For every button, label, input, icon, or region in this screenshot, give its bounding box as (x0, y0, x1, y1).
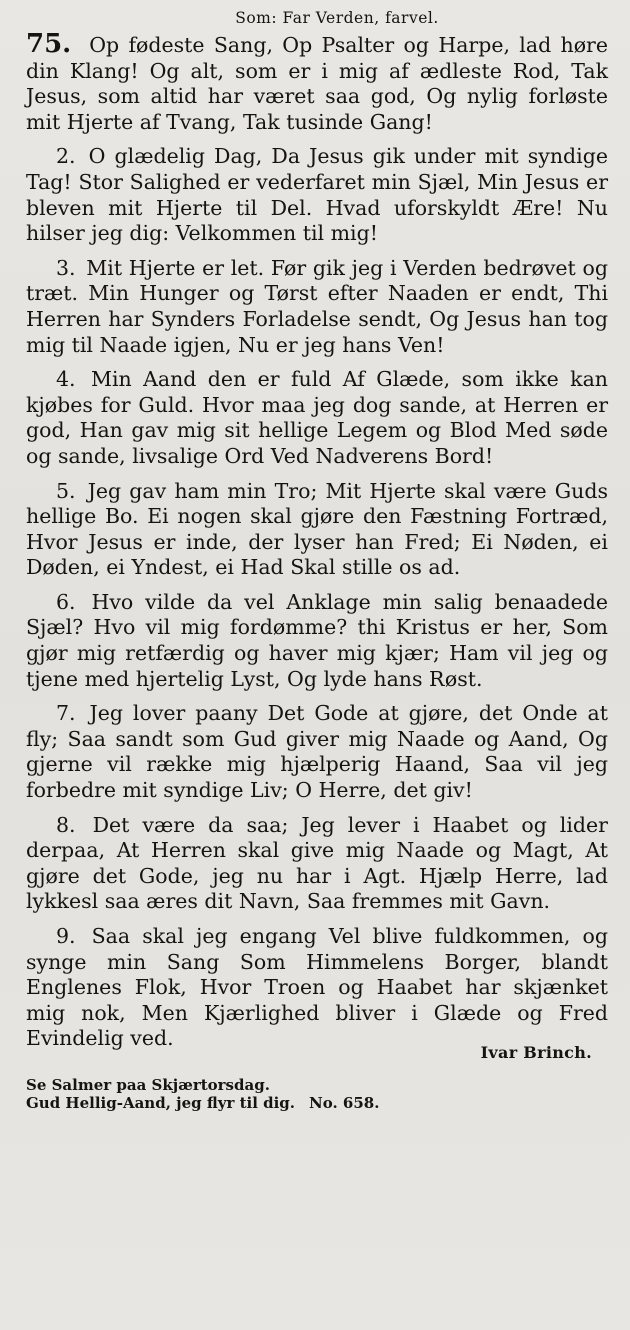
reference-title: Gud Hellig-Aand, jeg flyr til dig. (26, 1093, 296, 1112)
verse-6 (26, 590, 608, 692)
melody-line: Som: Far Verden, farvel. (235, 9, 439, 27)
verse-number: 5. (56, 478, 76, 503)
verse-number: 4. (56, 367, 76, 392)
verse-4 (26, 367, 608, 469)
verse-number: 2. (56, 144, 76, 169)
verse-number: 7. (56, 701, 76, 726)
verse-text: Mit Hjerte er let. Før gik jeg i Verden bedrøvet og træt. Min Hunger og Tørst efter Naaden er endt, Thi Herren har Synders Forladelse sendt, Og Jesus han tog mig til Naade igjen, Nu er jeg hans Ven! (26, 255, 608, 357)
verse-8 (26, 813, 608, 915)
cross-references (26, 1076, 608, 1112)
verse-text: Saa skal jeg engang Vel blive fuldkommen, og synge min Sang Som Himmelens Borger, blandt Englenes Flok, Hvor Troen og Haabet har skjænket mig nok, Men Kjærlighed bliver i Glæde og Fred Evindelig ved. (26, 924, 608, 1051)
verse-number: 3. (56, 255, 76, 280)
verse-number: 8. (56, 812, 76, 837)
author-signature: Ivar Brinch. (480, 1042, 592, 1062)
verse-7 (26, 701, 608, 803)
verse-text: Hvo vilde da vel Anklage min salig benaadede Sjæl? Hvo vil mig fordømme? thi Kristus er her, Som gjør mig retfærdig og haver mig kjær; Ham vil jeg og tjene med hjertelig Lyst, Og lyde hans Røst. (26, 589, 608, 691)
verse-1 (26, 29, 608, 135)
reference-number: No. 658. (309, 1093, 380, 1112)
verse-number: 6. (56, 589, 76, 614)
verse-text: Min Aand den er fuld Af Glæde, som ikke kan kjøbes for Guld. Hvor maa jeg dog sande, at Herren er god, Han gav mig sit hellige Legem og Blod Med søde og sande, livsalige Ord Ved Nadverens Bord! (26, 367, 608, 468)
verse-number: 9. (56, 924, 76, 948)
verse-3 (26, 256, 608, 358)
verse-text: Det være da saa; Jeg lever i Haabet og lider derpaa, At Herren skal give mig Naade og Magt, At gjøre det Gode, jeg nu har i Agt. Hjælp Herre, lad lykkesl saa æres dit Navn, Saa fremmes mit Gavn. (26, 812, 608, 914)
verse-9 (26, 924, 608, 1052)
reference-line-1: Se Salmer paa Skjærtorsdag. (26, 1075, 270, 1094)
verse-5 (26, 479, 608, 581)
verse-text: Op fødeste Sang, Op Psalter og Harpe, lad høre din Klang! Og alt, som er i mig af ædleste Rod, Tak Jesus, som altid har været saa god, Og nylig forløste mit Hjerte af Tvang, Tak tusinde Gang! (26, 33, 608, 134)
verse-2 (26, 144, 608, 246)
verse-text: Jeg lover paany Det Gode at gjøre, det Onde at fly; Saa sandt som Gud giver mig Naade og Aand, Og gjerne vil række mig hjælperig Haand, Saa vil jeg forbedre mit syndige Liv; O Herre, det giv! (26, 701, 608, 803)
verse-text: O glædelig Dag, Da Jesus gik under mit syndige Tag! Stor Salighed er vederfaret min Sjæl, Min Jesus er bleven mit Hjerte til Del. Hvad uforskyldt Ære! Nu hilser jeg dig: Velkommen til mig! (26, 144, 608, 246)
reference-line-2 (26, 1094, 608, 1112)
hymn-number: 75. (26, 29, 72, 59)
verse-text: Jeg gav ham min Tro; Mit Hjerte skal være Guds hellige Bo. Ei nogen skal gjøre den Fæstning Fortræd, Hvor Jesus er inde, der lyser han Fred; Ei Nøden, ei Døden, ei Yndest, ei Had Skal stille os ad. (26, 478, 608, 580)
